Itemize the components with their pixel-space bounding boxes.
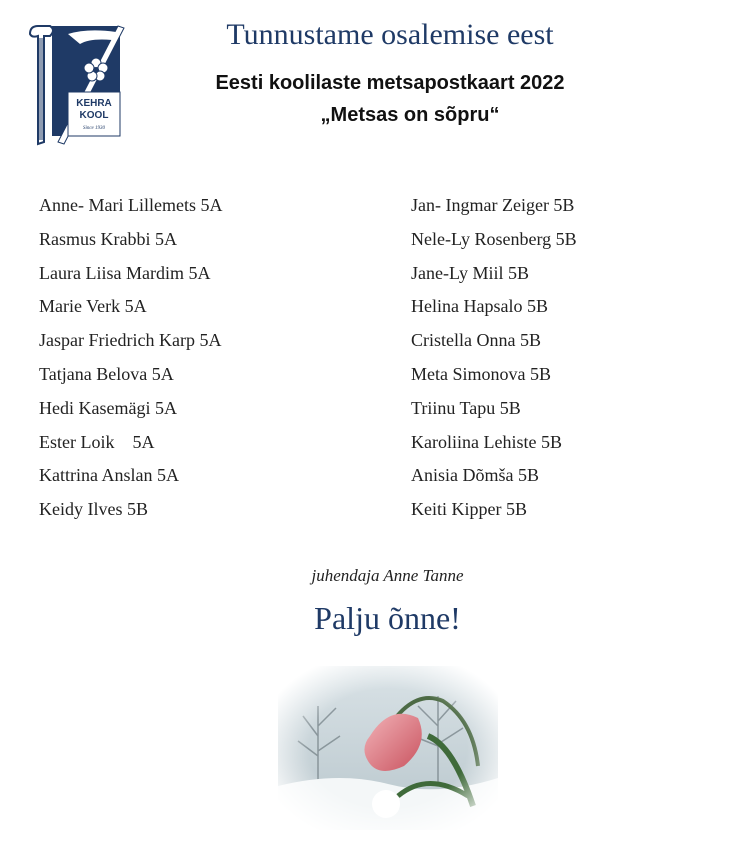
participant-name: Helina Hapsalo 5B (411, 296, 548, 317)
congratulations-text: Palju õnne! (314, 600, 461, 636)
tulip-in-snow-icon (278, 666, 498, 830)
participant-name: Rasmus Krabbi 5A (39, 228, 177, 249)
participant-name: Keidy Ilves 5B (39, 499, 148, 520)
participant-name: Anne- Mari Lillemets 5A (39, 195, 223, 215)
participant-name: Kattrina Anslan 5A (39, 465, 179, 486)
page-title: Tunnustame osalemise eest (226, 18, 554, 51)
participant-name: Tatjana Belova 5A (39, 363, 174, 384)
logo-text-line1: KEHRA (76, 98, 112, 109)
participant-name: Laura Liisa Mardim 5A (39, 262, 211, 283)
participant-name: Nele-Ly Rosenberg 5B (411, 228, 577, 249)
logo-since: Since 1930 (82, 126, 106, 131)
participant-name: Jane-Ly Miil 5B (411, 262, 529, 283)
event-theme: „Metsas on sõpru“ (320, 104, 500, 126)
participant-name: Cristella Onna 5B (411, 330, 541, 351)
participant-name: Karoliina Lehiste 5B (411, 431, 562, 452)
participant-name: Meta Simonova 5B (411, 363, 551, 384)
participant-name: Triinu Tapu 5B (411, 397, 521, 418)
participants-left-column (39, 194, 222, 532)
participant-name: Ester Loik 5A (39, 431, 155, 452)
event-title: Eesti koolilaste metsapostkaart 2022 (215, 72, 565, 94)
participant-name: Marie Verk 5A (39, 296, 147, 317)
participants-right-column (411, 194, 577, 532)
participant-name: Anisia Dõmša 5B (411, 465, 539, 486)
supervisor-line: juhendaja Anne Tanne (311, 566, 464, 585)
participant-name: Jaspar Friedrich Karp 5A (39, 330, 222, 351)
logo-text-line2: KOOL (79, 110, 109, 121)
participant-name: Jan- Ingmar Zeiger 5B (411, 195, 575, 215)
participant-name: Keiti Kipper 5B (411, 499, 527, 520)
participant-name: Hedi Kasemägi 5A (39, 397, 177, 418)
kehra-kool-logo (28, 22, 126, 148)
